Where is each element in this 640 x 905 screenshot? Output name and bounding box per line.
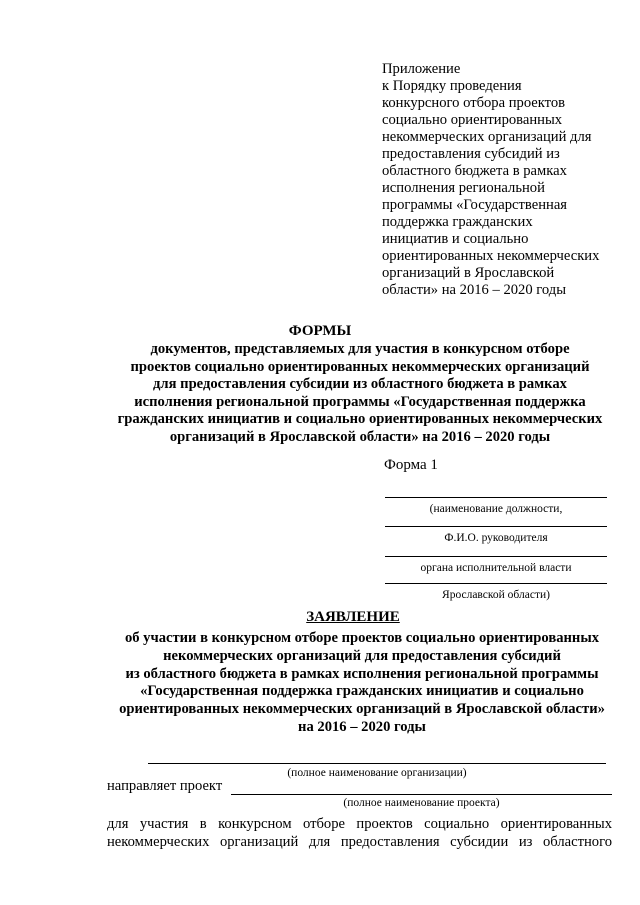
project-row [107,778,612,796]
statement-description-line: из областного бюджета в рамках исполнения региональной программы [125,665,599,682]
forms-description-line: документов, представляемых для участия в конкурсном отборе [150,341,570,357]
statement-description-line: ориентированных некоммерческих организаций в Ярославской области» [119,701,605,718]
appendix-line: к Порядку проведения [382,78,522,94]
signature-field-name [385,526,607,545]
forms-description-line: проектов социально ориентированных некоммерческих организаций [130,358,590,375]
appendix-line: инициатив и социально [382,231,529,247]
signature-line [385,583,607,584]
signature-line [385,556,607,557]
appendix-line: социально ориентированных [382,112,563,128]
statement-description-line: об участии в конкурсном отборе проектов социально ориентированных [124,630,600,646]
forms-description-line: организаций в Ярославской области» на 2016 – 2020 годы [169,428,551,445]
appendix-line: Приложение [382,61,461,77]
signature-field-region [385,583,607,602]
forms-description-line: гражданских инициатив и социально ориентированных некоммерческих [117,411,603,428]
forms-description-line: для предоставления субсидии из областного бюджета в рамках [153,376,567,393]
signature-caption: Ярославской области) [442,589,550,601]
statement-description-line: некоммерческих организаций для предоставления субсидий [163,647,561,664]
signature-caption: (наименование должности, [429,503,563,515]
appendix-line: областного бюджета в рамках [382,163,567,179]
signature-field-authority [385,556,607,575]
body-paragraph [107,815,612,851]
appendix-line: ориентированных некоммерческих [382,248,600,264]
statement-description [98,630,626,737]
signature-field-position [385,497,607,516]
appendix-line: некоммерческих организаций для [382,129,592,145]
forms-description [92,341,628,447]
body-line: для участия в конкурсном отборе проектов социально ориентированных [107,816,612,832]
appendix-block [382,61,622,299]
appendix-line: поддержка гражданских [382,214,533,230]
signature-caption: органа исполнительной власти [420,562,572,574]
signature-line [385,497,607,498]
appendix-line: исполнения региональной [382,180,545,196]
appendix-line: предоставления субсидий из [382,146,560,162]
appendix-line: организаций в Ярославской [382,265,555,281]
form-number-label: Форма 1 [384,457,438,473]
forms-title: ФОРМЫ [288,323,352,339]
organization-name-caption: (полное наименование организации) [287,767,467,779]
body-line: некоммерческих организаций для предоставления субсидии из областного [107,834,612,850]
statement-description-line: на 2016 – 2020 годы [298,718,426,735]
signature-caption: Ф.И.О. руководителя [444,532,548,544]
project-label: направляет проект [107,778,223,794]
forms-description-line: исполнения региональной программы «Государственная поддержка [134,393,586,410]
project-name-line [231,794,612,795]
appendix-line: области» на 2016 – 2020 годы [382,282,567,298]
organization-name-line [148,763,606,764]
statement-description-line: «Государственная поддержка гражданских инициатив и социально [140,683,584,700]
project-name-caption: (полное наименование проекта) [343,797,500,809]
statement-title: ЗАЯВЛЕНИЕ [306,609,400,625]
appendix-line: программы «Государственная [382,197,568,213]
appendix-line: конкурсного отбора проектов [382,95,566,111]
signature-line [385,526,607,527]
